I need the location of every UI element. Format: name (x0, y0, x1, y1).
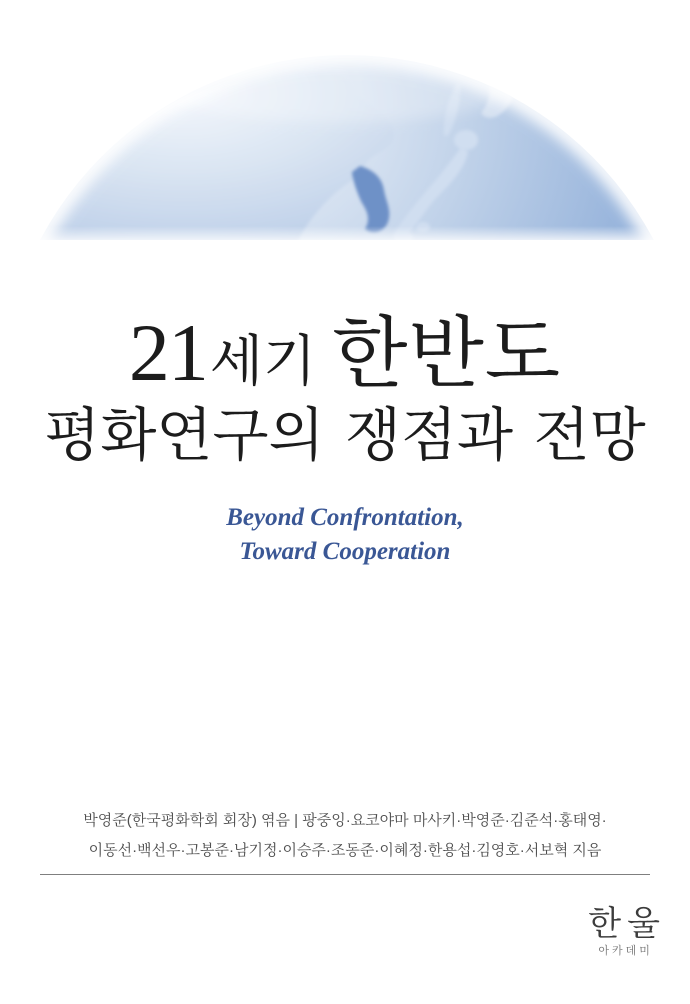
globe-earth-svg (0, 0, 690, 240)
globe-earth-icon (0, 0, 690, 240)
title-region: 한반도 (332, 310, 562, 397)
globe-bottom-fade (0, 226, 690, 240)
title-era: 세기 (209, 331, 317, 392)
english-subtitle (0, 501, 690, 569)
title-line-2: 평화연구의 쟁점과 전망 (44, 403, 646, 468)
divider-rule (40, 874, 650, 875)
subtitle-line-2: Toward Cooperation (239, 538, 451, 565)
title-number: 21 (128, 307, 207, 398)
title-line-1 (0, 307, 690, 398)
contributors-line-1: 박영준(한국평화학회 회장) 엮음 | 팡중잉·요코야마 마사키·박영준·김준석·홍태영· (83, 812, 607, 829)
contributors-line-2: 이동선·백선우·고봉준·남기정·이승주·조동준·이혜정·한용섭·김영호·서보혁 지음 (88, 842, 602, 859)
publisher-logo (588, 905, 666, 958)
publisher-name: 한울 (588, 905, 666, 943)
subtitle-line-1: Beyond Confrontation, (226, 504, 464, 531)
contributors-block (0, 806, 690, 866)
publisher-imprint: 아카데미 (598, 945, 653, 958)
